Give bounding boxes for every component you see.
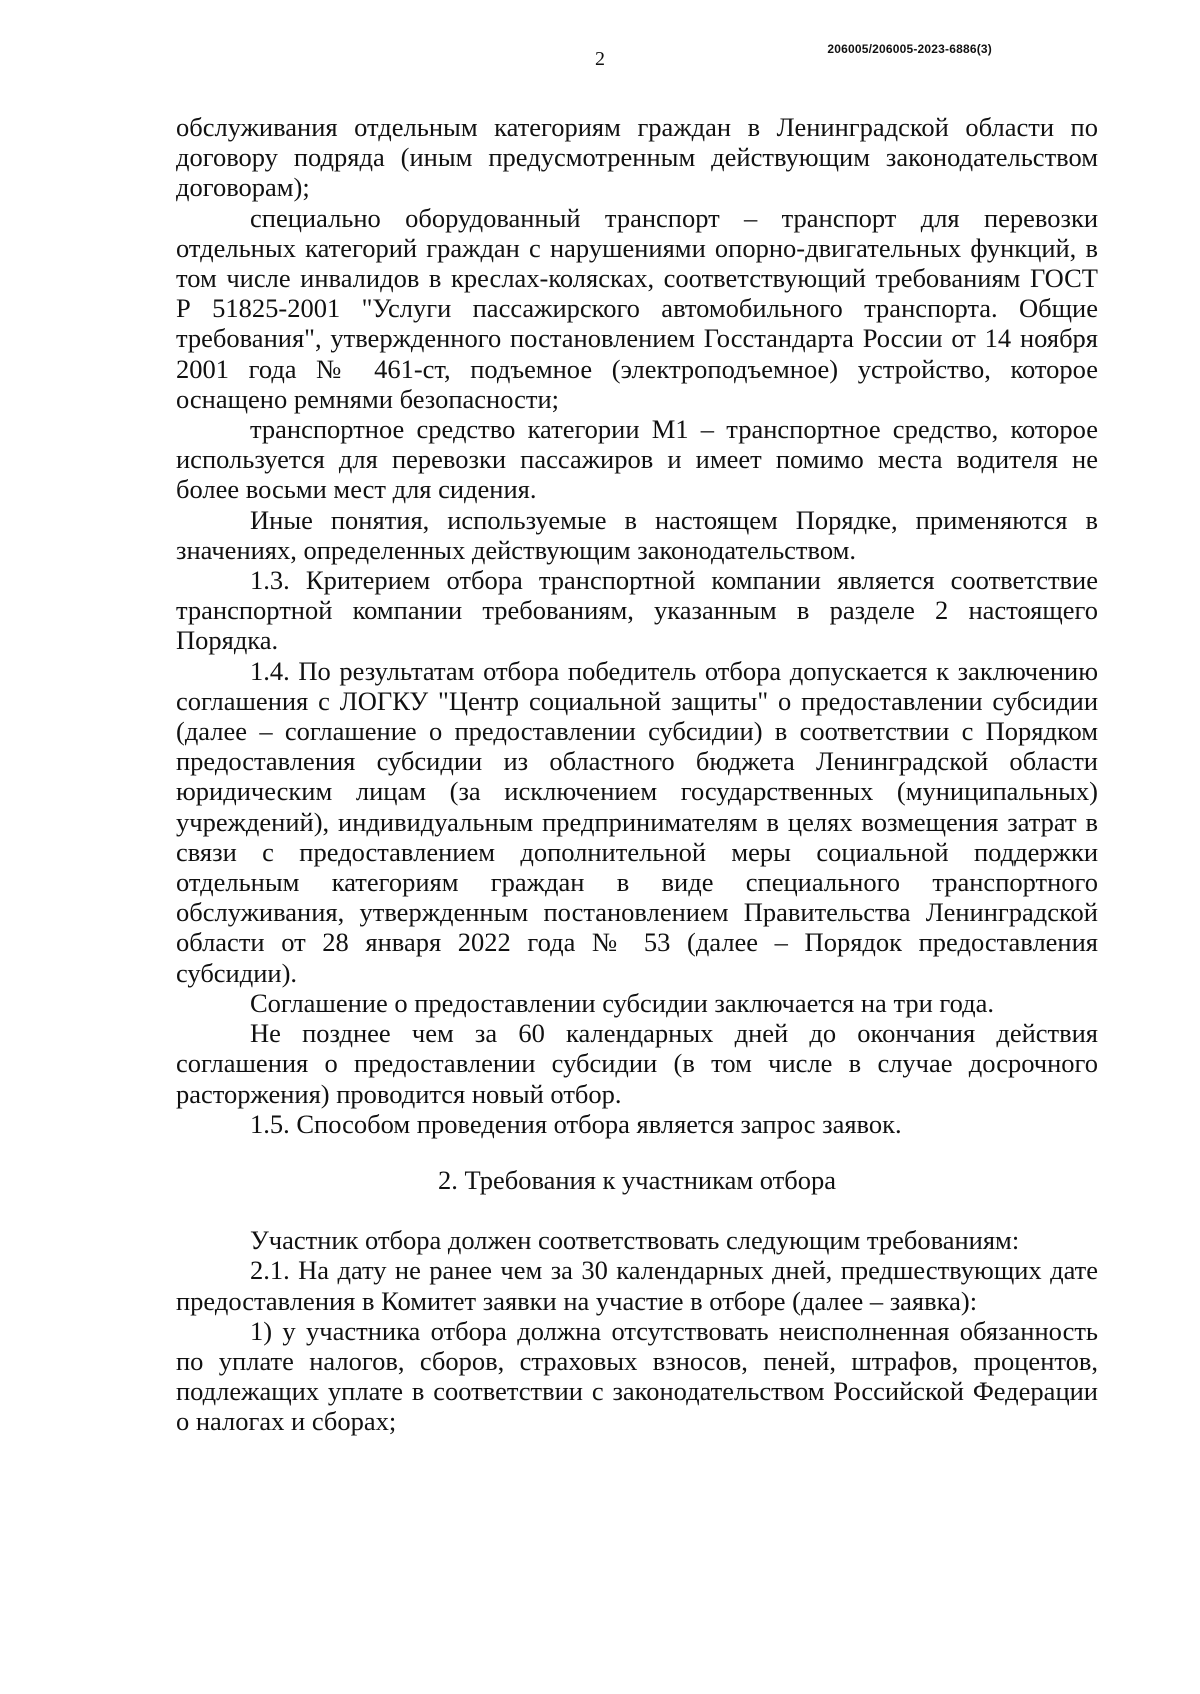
paragraph: Иные понятия, используемые в настоящем Порядке, применяются в значениях, определенных действующим законодательством. bbox=[176, 504, 1098, 565]
paragraph: Соглашение о предоставлении субсидии заключается на три года. bbox=[250, 987, 994, 1018]
document-id: 206005/206005-2023-6886(3) bbox=[827, 42, 992, 56]
paragraph: транспортное средство категории M1 – транспортное средство, которое используется для перевозки пассажиров и имеет помимо места водителя не более восьми мест для сидения. bbox=[176, 414, 1098, 505]
paragraph: 1) у участника отбора должна отсутствовать неисполненная обязанность по уплате налогов, сборов, страховых взносов, пеней, штрафов, процентов, подлежащих уплате в соответствии с законодательством Российской Федерации о налогах и сборах; bbox=[176, 1315, 1098, 1437]
page-number: 2 bbox=[595, 48, 605, 70]
paragraph: Участник отбора должен соответствовать следующим требованиям: bbox=[250, 1225, 1020, 1256]
paragraph: 1.4. По результатам отбора победитель отбора допускается к заключению соглашения с ЛОГКУ "Центр социальной защиты" о предоставлении субсидии (далее – соглашение о предоставлении субсидии) в соответствии с Порядком предоставления субсидии из областного бюджета Ленинградской области юридическим лицам (за исключением государственных (муниципальных) учреждений), индивидуальным предпринимателям в целях возмещения затрат в связи с предоставлением дополнительной меры социальной поддержки отдельным категориям граждан в виде специального транспортного обслуживания, утвержденным постановлением Правительства Ленинградской области от 28 января 2022 года № 53 (далее – Порядок предоставления субсидии). bbox=[176, 655, 1098, 988]
paragraph: 1.5. Способом проведения отбора является запрос заявок. bbox=[250, 1108, 902, 1139]
section-title: 2. Требования к участникам отбора bbox=[438, 1164, 836, 1195]
paragraph: Не позднее чем за 60 календарных дней до окончания действия соглашения о предоставлении субсидии (в том числе в случае досрочного расторжения) проводится новый отбор. bbox=[176, 1018, 1098, 1109]
paragraph: обслуживания отдельным категориям граждан в Ленинградской области по договору подряда (иным предусмотренным действующим законодательством договорам); bbox=[176, 112, 1098, 203]
paragraph: специально оборудованный транспорт – транспорт для перевозки отдельных категорий граждан с нарушениями опорно-двигательных функций, в том числе инвалидов в креслах-колясках, соответствующий требованиям ГОСТ Р 51825-2001 "Услуги пассажирского автомобильного транспорта. Общие требования", утвержденного постановлением Госстандарта России от 14 ноября 2001 года № 461-ст, подъемное (электроподъемное) устройство, которое оснащено ремнями безопасности; bbox=[176, 202, 1098, 414]
paragraph: 2.1. На дату не ранее чем за 30 календарных дней, предшествующих дате предоставления в Комитет заявки на участие в отборе (далее – заявка): bbox=[176, 1255, 1098, 1316]
paragraph: 1.3. Критерием отбора транспортной компании является соответствие транспортной компании требованиям, указанным в разделе 2 настоящего Порядка. bbox=[176, 565, 1098, 656]
document-body bbox=[176, 112, 1098, 1437]
